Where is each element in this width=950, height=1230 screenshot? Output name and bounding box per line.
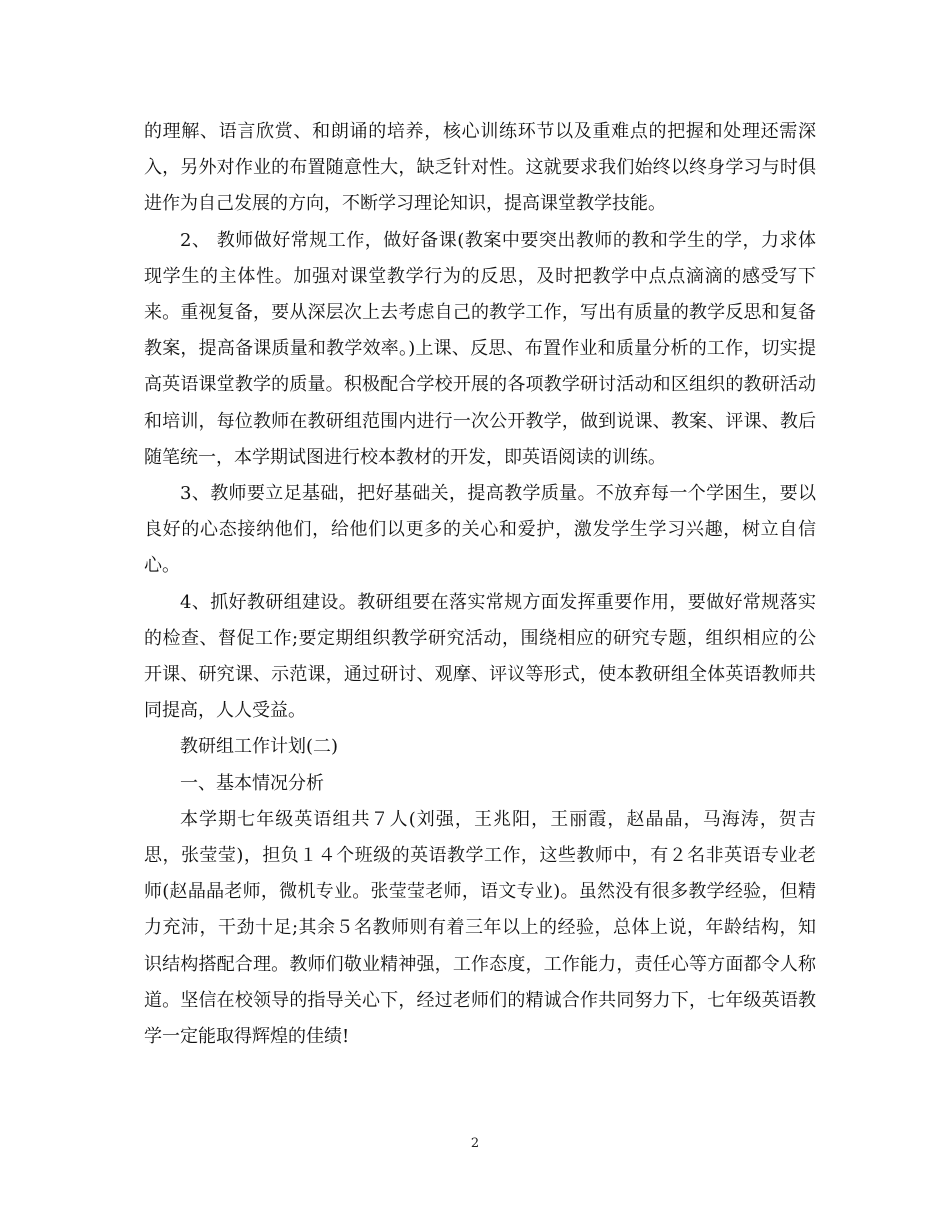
paragraph-4: 4、抓好教研组建设。教研组要在落实常规方面发挥重要作用，要做好常规落实的检查、督促工作;要定期组织教学研究活动，围绕相应的研究专题，组织相应的公开课、研究课、示范课，通过研讨、观摩、评议等形式，使本教研组全体英语教师共同提高，人人受益。 (144, 591, 816, 722)
paragraph-2: 2、 教师做好常规工作，做好备课(教案中要突出教师的教和学生的学，力求体现学生的主体性。加强对课堂教学行为的反思，及时把教学中点点滴滴的感受写下来。重视复备，要从深层次上去考虑自己的教学工作，写出有质量的教学反思和复备教案，提高备课质量和教学效率。)上课、反思、布置作业和质量分析的工作，切实提高英语课堂教学的质量。积极配合学校开展的各项教学研讨活动和区组织的教研活动和培训，每位教师在教研组范围内进行一次公开教学，做到说课、教案、评课、教后随笔统一，本学期试图进行校本教材的开发，即英语阅读的训练。 (144, 229, 816, 468)
paragraph-5: 本学期七年级英语组共７人(刘强，王兆阳，王丽霞，赵晶晶，马海涛，贺吉思，张莹莹)，担负１４个班级的英语教学工作，这些教师中，有２名非英语专业老师(赵晶晶老师，微机专业。张莹莹老师，语文专业)。虽然没有很多教学经验，但精力充沛，干劲十足;其余５名教师则有着三年以上的经验，总体上说，年龄结构，知识结构搭配合理。教师们敬业精神强，工作态度，工作能力，责任心等方面都令人称道。坚信在校领导的指导关心下，经过老师们的精诚合作共同努力下，七年级英语教学一定能取得辉煌的佳绩! (144, 808, 816, 1048)
paragraph-1: 的理解、语言欣赏、和朗诵的培养，核心训练环节以及重难点的把握和处理还需深入，另外对作业的布置随意性大，缺乏针对性。这就要求我们始终以终身学习与时俱进作为自己发展的方向，不断学习理论知识，提高课堂教学技能。 (144, 121, 816, 215)
paragraph-3: 3、教师要立足基础，把好基础关，提高教学质量。不放弃每一个学困生，要以良好的心态接纳他们，给他们以更多的关心和爱护，激发学生学习兴趣，树立自信心。 (144, 483, 816, 577)
document-body (144, 114, 816, 1055)
subsection-heading: 一、基本情况分析 (180, 772, 324, 794)
section-title: 教研组工作计划(二) (180, 736, 339, 758)
page-number: 2 (470, 1136, 480, 1151)
